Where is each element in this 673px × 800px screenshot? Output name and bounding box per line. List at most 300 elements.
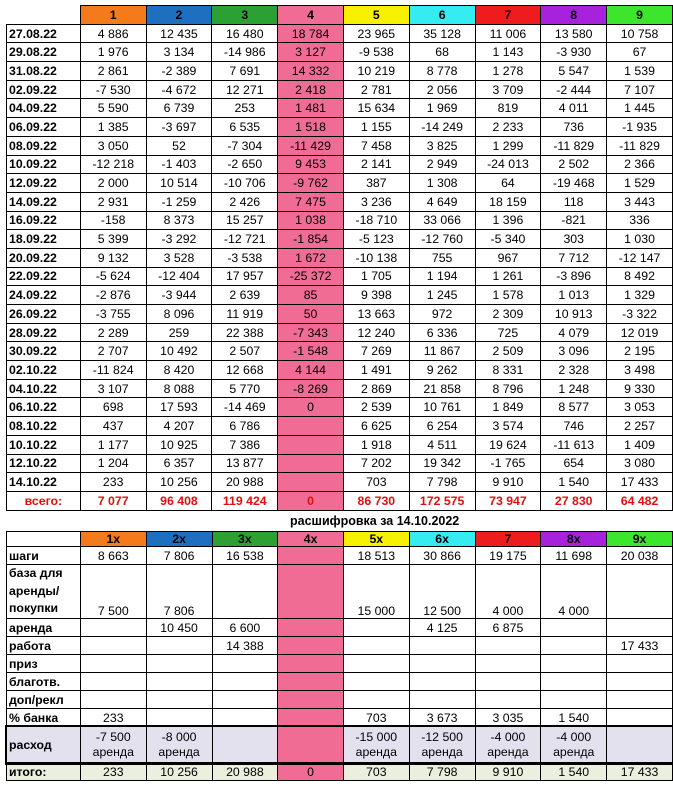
- date-cell: 04.09.22: [7, 99, 81, 118]
- final-cell: 1 540: [541, 763, 607, 781]
- breakdown-cell: 6 875: [475, 619, 541, 637]
- value-cell: 13 877: [212, 454, 278, 473]
- total-cell: 64 482: [607, 491, 673, 510]
- breakdown-cell: 3 673: [409, 709, 475, 727]
- date-cell: 02.10.22: [7, 361, 81, 380]
- value-cell: 2 639: [212, 286, 278, 305]
- expense-note: аренда: [421, 744, 463, 759]
- breakdown-cell: [343, 637, 409, 655]
- value-cell: 1 030: [607, 230, 673, 249]
- value-cell: 7 458: [343, 136, 409, 155]
- expense-cell: [541, 727, 607, 763]
- table-row: [7, 267, 673, 286]
- column-header: 8: [541, 6, 607, 25]
- value-cell: 1 409: [607, 435, 673, 454]
- breakdown-row: [7, 547, 673, 565]
- value-cell: 7 475: [278, 192, 344, 211]
- date-cell: 22.09.22: [7, 267, 81, 286]
- value-cell: -14 249: [409, 118, 475, 137]
- value-cell: 10 219: [343, 62, 409, 81]
- value-cell: 10 913: [541, 305, 607, 324]
- breakdown-cell: 20 038: [607, 547, 673, 565]
- value-cell: 1 308: [409, 174, 475, 193]
- value-cell: 118: [541, 192, 607, 211]
- corner-cell: [7, 532, 81, 547]
- value-cell: 12 019: [607, 323, 673, 342]
- breakdown-cell: [541, 691, 607, 709]
- value-cell: -10 706: [212, 174, 278, 193]
- value-cell: 736: [541, 118, 607, 137]
- breakdown-cell: 4 125: [409, 619, 475, 637]
- breakdown-cell: [146, 673, 212, 691]
- value-cell: 2 502: [541, 155, 607, 174]
- breakdown-cell: [343, 673, 409, 691]
- table-row: [7, 155, 673, 174]
- breakdown-cell: [212, 655, 278, 673]
- breakdown-column-header: 9x: [607, 532, 673, 547]
- value-cell: 1 261: [475, 267, 541, 286]
- date-cell: 14.10.22: [7, 473, 81, 492]
- final-cell: 17 433: [607, 763, 673, 781]
- value-cell: -3 697: [146, 118, 212, 137]
- breakdown-cell: [278, 565, 344, 619]
- value-cell: 52: [146, 136, 212, 155]
- breakdown-column-header: 6x: [409, 532, 475, 547]
- breakdown-cell: [607, 565, 673, 619]
- value-cell: 1 518: [278, 118, 344, 137]
- breakdown-row-label: шаги: [7, 547, 81, 565]
- value-cell: -11 829: [607, 136, 673, 155]
- value-cell: 1 248: [541, 379, 607, 398]
- value-cell: 15 634: [343, 99, 409, 118]
- value-cell: 11 919: [212, 305, 278, 324]
- value-cell: -1 854: [278, 230, 344, 249]
- value-cell: 336: [607, 211, 673, 230]
- value-cell: 4 886: [80, 24, 146, 43]
- total-cell: 119 424: [212, 491, 278, 510]
- table-row: [7, 24, 673, 43]
- breakdown-row-label: благотв.: [7, 673, 81, 691]
- value-cell: 7 269: [343, 342, 409, 361]
- expense-amount: -4 000: [490, 729, 526, 744]
- value-cell: -2 876: [80, 286, 146, 305]
- value-cell: 2 426: [212, 192, 278, 211]
- column-header: 2: [146, 6, 212, 25]
- breakdown-cell: 4 000: [541, 565, 607, 619]
- date-cell: 30.09.22: [7, 342, 81, 361]
- value-cell: 1 204: [80, 454, 146, 473]
- total-cell: 73 947: [475, 491, 541, 510]
- value-cell: 11 006: [475, 24, 541, 43]
- value-cell: 8 492: [607, 267, 673, 286]
- value-cell: 1 299: [475, 136, 541, 155]
- value-cell: 253: [212, 99, 278, 118]
- value-cell: 10 492: [146, 342, 212, 361]
- value-cell: 1 385: [80, 118, 146, 137]
- final-cell: 703: [343, 763, 409, 781]
- final-cell: 10 256: [146, 763, 212, 781]
- value-cell: -5 340: [475, 230, 541, 249]
- value-cell: 2 869: [343, 379, 409, 398]
- value-cell: 6 336: [409, 323, 475, 342]
- value-cell: 2 257: [607, 417, 673, 436]
- value-cell: -12 404: [146, 267, 212, 286]
- breakdown-cell: [475, 673, 541, 691]
- value-cell: 21 858: [409, 379, 475, 398]
- value-cell: 1 578: [475, 286, 541, 305]
- value-cell: 2 509: [475, 342, 541, 361]
- date-cell: 28.09.22: [7, 323, 81, 342]
- date-cell: 08.09.22: [7, 136, 81, 155]
- value-cell: 4 079: [541, 323, 607, 342]
- value-cell: -18 710: [343, 211, 409, 230]
- value-cell: 7 712: [541, 248, 607, 267]
- value-cell: 64: [475, 174, 541, 193]
- value-cell: 12 271: [212, 80, 278, 99]
- breakdown-cell: 1 540: [541, 709, 607, 727]
- value-cell: 1 540: [541, 473, 607, 492]
- breakdown-header-row: [7, 532, 673, 547]
- table-row: [7, 305, 673, 324]
- expense-row: [7, 727, 673, 763]
- column-header: 3: [212, 6, 278, 25]
- value-cell: [278, 454, 344, 473]
- breakdown-table: [6, 531, 673, 781]
- value-cell: 8 096: [146, 305, 212, 324]
- value-cell: 8 778: [409, 62, 475, 81]
- value-cell: [278, 473, 344, 492]
- expense-cell: [475, 727, 541, 763]
- value-cell: 703: [343, 473, 409, 492]
- value-cell: 5 399: [80, 230, 146, 249]
- expense-cell: [278, 727, 344, 763]
- value-cell: 17 957: [212, 267, 278, 286]
- value-cell: -2 650: [212, 155, 278, 174]
- value-cell: 33 066: [409, 211, 475, 230]
- value-cell: 3 498: [607, 361, 673, 380]
- breakdown-cell: [80, 655, 146, 673]
- final-cell: 20 988: [212, 763, 278, 781]
- value-cell: 1 396: [475, 211, 541, 230]
- value-cell: 4 649: [409, 192, 475, 211]
- breakdown-row: [7, 565, 673, 619]
- value-cell: 1 705: [343, 267, 409, 286]
- value-cell: 1 918: [343, 435, 409, 454]
- final-cell: 9 910: [475, 763, 541, 781]
- breakdown-cell: [278, 673, 344, 691]
- value-cell: -2 389: [146, 62, 212, 81]
- value-cell: 1 143: [475, 43, 541, 62]
- breakdown-cell: [278, 619, 344, 637]
- breakdown-cell: 15 000: [343, 565, 409, 619]
- breakdown-cell: 12 500: [409, 565, 475, 619]
- expense-note: аренда: [92, 744, 134, 759]
- value-cell: -158: [80, 211, 146, 230]
- value-cell: 1 529: [607, 174, 673, 193]
- breakdown-cell: [146, 637, 212, 655]
- date-cell: 06.09.22: [7, 118, 81, 137]
- total-cell: 86 730: [343, 491, 409, 510]
- date-cell: 08.10.22: [7, 417, 81, 436]
- value-cell: 10 761: [409, 398, 475, 417]
- value-cell: 1 245: [409, 286, 475, 305]
- breakdown-row: [7, 655, 673, 673]
- breakdown-cell: [212, 691, 278, 709]
- breakdown-row-label: приз: [7, 655, 81, 673]
- expense-amount: -8 000: [161, 729, 197, 744]
- breakdown-column-header: 2x: [146, 532, 212, 547]
- value-cell: -11 824: [80, 361, 146, 380]
- breakdown-cell: 30 866: [409, 547, 475, 565]
- expense-amount: -15 000: [355, 729, 398, 744]
- breakdown-cell: 16 538: [212, 547, 278, 565]
- breakdown-cell: [607, 619, 673, 637]
- date-cell: 18.09.22: [7, 230, 81, 249]
- breakdown-column-header: 4x: [278, 532, 344, 547]
- value-cell: -11 429: [278, 136, 344, 155]
- expense-note: аренда: [553, 744, 595, 759]
- expense-amount: -4 000: [556, 729, 592, 744]
- table-row: [7, 230, 673, 249]
- value-cell: 259: [146, 323, 212, 342]
- breakdown-cell: [541, 673, 607, 691]
- breakdown-cell: 8 663: [80, 547, 146, 565]
- column-header: 7: [475, 6, 541, 25]
- value-cell: -12 721: [212, 230, 278, 249]
- value-cell: -14 986: [212, 43, 278, 62]
- value-cell: 9 453: [278, 155, 344, 174]
- value-cell: 967: [475, 248, 541, 267]
- breakdown-column-header: 5x: [343, 532, 409, 547]
- value-cell: 3 080: [607, 454, 673, 473]
- value-cell: 10 256: [146, 473, 212, 492]
- value-cell: 2 949: [409, 155, 475, 174]
- column-header: 9: [607, 6, 673, 25]
- date-cell: 26.09.22: [7, 305, 81, 324]
- date-cell: 12.10.22: [7, 454, 81, 473]
- expense-cell: [409, 727, 475, 763]
- value-cell: 2 931: [80, 192, 146, 211]
- value-cell: -3 896: [541, 267, 607, 286]
- corner-cell: [7, 6, 81, 25]
- value-cell: -9 538: [343, 43, 409, 62]
- value-cell: 10 758: [607, 24, 673, 43]
- value-cell: 6 739: [146, 99, 212, 118]
- expense-label: расход: [7, 727, 81, 763]
- table-row: [7, 99, 673, 118]
- column-header: 5: [343, 6, 409, 25]
- value-cell: 1 155: [343, 118, 409, 137]
- value-cell: 8 331: [475, 361, 541, 380]
- value-cell: -3 930: [541, 43, 607, 62]
- total-cell: 96 408: [146, 491, 212, 510]
- table-row: [7, 62, 673, 81]
- table-row: [7, 286, 673, 305]
- value-cell: 1 976: [80, 43, 146, 62]
- breakdown-row: [7, 619, 673, 637]
- table-row: [7, 417, 673, 436]
- breakdown-cell: [278, 637, 344, 655]
- value-cell: 6 357: [146, 454, 212, 473]
- breakdown-row: [7, 709, 673, 727]
- table-row: [7, 323, 673, 342]
- value-cell: 3 053: [607, 398, 673, 417]
- expense-note: аренда: [355, 744, 397, 759]
- breakdown-cell: [475, 637, 541, 655]
- value-cell: 35 128: [409, 24, 475, 43]
- value-cell: 3 127: [278, 43, 344, 62]
- value-cell: 4 011: [541, 99, 607, 118]
- value-cell: 3 443: [607, 192, 673, 211]
- value-cell: 9 330: [607, 379, 673, 398]
- value-cell: -3 944: [146, 286, 212, 305]
- total-cell: 27 830: [541, 491, 607, 510]
- final-label: итого:: [7, 763, 81, 781]
- date-cell: 04.10.22: [7, 379, 81, 398]
- table-row: [7, 473, 673, 492]
- value-cell: 6 254: [409, 417, 475, 436]
- breakdown-row: [7, 673, 673, 691]
- value-cell: 4 207: [146, 417, 212, 436]
- expense-cell: [212, 727, 278, 763]
- date-cell: 24.09.22: [7, 286, 81, 305]
- value-cell: 1 672: [278, 248, 344, 267]
- value-cell: -8 269: [278, 379, 344, 398]
- breakdown-cell: [80, 673, 146, 691]
- table-row: [7, 398, 673, 417]
- value-cell: 12 435: [146, 24, 212, 43]
- value-cell: 11 867: [409, 342, 475, 361]
- value-cell: 15 257: [212, 211, 278, 230]
- value-cell: -3 292: [146, 230, 212, 249]
- table-row: [7, 361, 673, 380]
- value-cell: -1 403: [146, 155, 212, 174]
- value-cell: -1 935: [607, 118, 673, 137]
- value-cell: -3 322: [607, 305, 673, 324]
- value-cell: 1 481: [278, 99, 344, 118]
- breakdown-column-header: 7: [475, 532, 541, 547]
- value-cell: 50: [278, 305, 344, 324]
- breakdown-column-header: 3x: [212, 532, 278, 547]
- table-row: [7, 80, 673, 99]
- value-cell: -3 755: [80, 305, 146, 324]
- breakdown-cell: [146, 691, 212, 709]
- expense-cell: [80, 727, 146, 763]
- value-cell: 3 096: [541, 342, 607, 361]
- value-cell: 2 707: [80, 342, 146, 361]
- breakdown-cell: [541, 637, 607, 655]
- column-header: 4: [278, 6, 344, 25]
- value-cell: 22 388: [212, 323, 278, 342]
- value-cell: 8 577: [541, 398, 607, 417]
- total-cell: 172 575: [409, 491, 475, 510]
- expense-note: аренда: [487, 744, 529, 759]
- value-cell: 725: [475, 323, 541, 342]
- breakdown-cell: [607, 691, 673, 709]
- date-cell: 10.10.22: [7, 435, 81, 454]
- value-cell: -11 613: [541, 435, 607, 454]
- value-cell: 19 624: [475, 435, 541, 454]
- value-cell: 3 050: [80, 136, 146, 155]
- table-row: [7, 248, 673, 267]
- breakdown-cell: [146, 655, 212, 673]
- breakdown-cell: [212, 709, 278, 727]
- value-cell: -19 468: [541, 174, 607, 193]
- value-cell: -9 762: [278, 174, 344, 193]
- value-cell: 233: [80, 473, 146, 492]
- value-cell: -1 548: [278, 342, 344, 361]
- value-cell: 2 141: [343, 155, 409, 174]
- breakdown-cell: 18 513: [343, 547, 409, 565]
- value-cell: 3 528: [146, 248, 212, 267]
- value-cell: 3 107: [80, 379, 146, 398]
- breakdown-cell: [80, 637, 146, 655]
- total-cell: 0: [278, 491, 344, 510]
- value-cell: [278, 435, 344, 454]
- value-cell: 2 056: [409, 80, 475, 99]
- breakdown-row-label: база для аренды/покупки: [7, 565, 81, 619]
- breakdown-cell: 7 500: [80, 565, 146, 619]
- breakdown-title: расшифровка за 14.10.2022: [290, 514, 460, 528]
- value-cell: -12 147: [607, 248, 673, 267]
- value-cell: -1 765: [475, 454, 541, 473]
- value-cell: 17 433: [607, 473, 673, 492]
- value-cell: 8 373: [146, 211, 212, 230]
- value-cell: -14 469: [212, 398, 278, 417]
- table-row: [7, 454, 673, 473]
- breakdown-cell: [278, 655, 344, 673]
- value-cell: 1 849: [475, 398, 541, 417]
- breakdown-cell: [475, 691, 541, 709]
- value-cell: 746: [541, 417, 607, 436]
- value-cell: -25 372: [278, 267, 344, 286]
- total-row: [7, 491, 673, 510]
- value-cell: 9 132: [80, 248, 146, 267]
- breakdown-cell: [541, 619, 607, 637]
- value-cell: 10 514: [146, 174, 212, 193]
- value-cell: 2 309: [475, 305, 541, 324]
- table-row: [7, 136, 673, 155]
- value-cell: 8 796: [475, 379, 541, 398]
- expense-amount: -12 500: [421, 729, 463, 744]
- value-cell: 1 445: [607, 99, 673, 118]
- value-cell: 2 781: [343, 80, 409, 99]
- breakdown-row-label: работа: [7, 637, 81, 655]
- table-row: [7, 192, 673, 211]
- value-cell: 6 625: [343, 417, 409, 436]
- value-cell: -12 760: [409, 230, 475, 249]
- value-cell: 7 202: [343, 454, 409, 473]
- value-cell: 2 000: [80, 174, 146, 193]
- value-cell: 9 262: [409, 361, 475, 380]
- date-cell: 12.09.22: [7, 174, 81, 193]
- value-cell: 67: [607, 43, 673, 62]
- value-cell: -5 123: [343, 230, 409, 249]
- value-cell: -7 530: [80, 80, 146, 99]
- value-cell: 18 784: [278, 24, 344, 43]
- value-cell: 3 134: [146, 43, 212, 62]
- table-row: [7, 43, 673, 62]
- value-cell: 1 038: [278, 211, 344, 230]
- value-cell: 12 668: [212, 361, 278, 380]
- breakdown-cell: 10 450: [146, 619, 212, 637]
- value-cell: 972: [409, 305, 475, 324]
- breakdown-cell: 7 806: [146, 547, 212, 565]
- value-cell: 9 398: [343, 286, 409, 305]
- breakdown-cell: [607, 655, 673, 673]
- final-cell: 233: [80, 763, 146, 781]
- value-cell: -2 444: [541, 80, 607, 99]
